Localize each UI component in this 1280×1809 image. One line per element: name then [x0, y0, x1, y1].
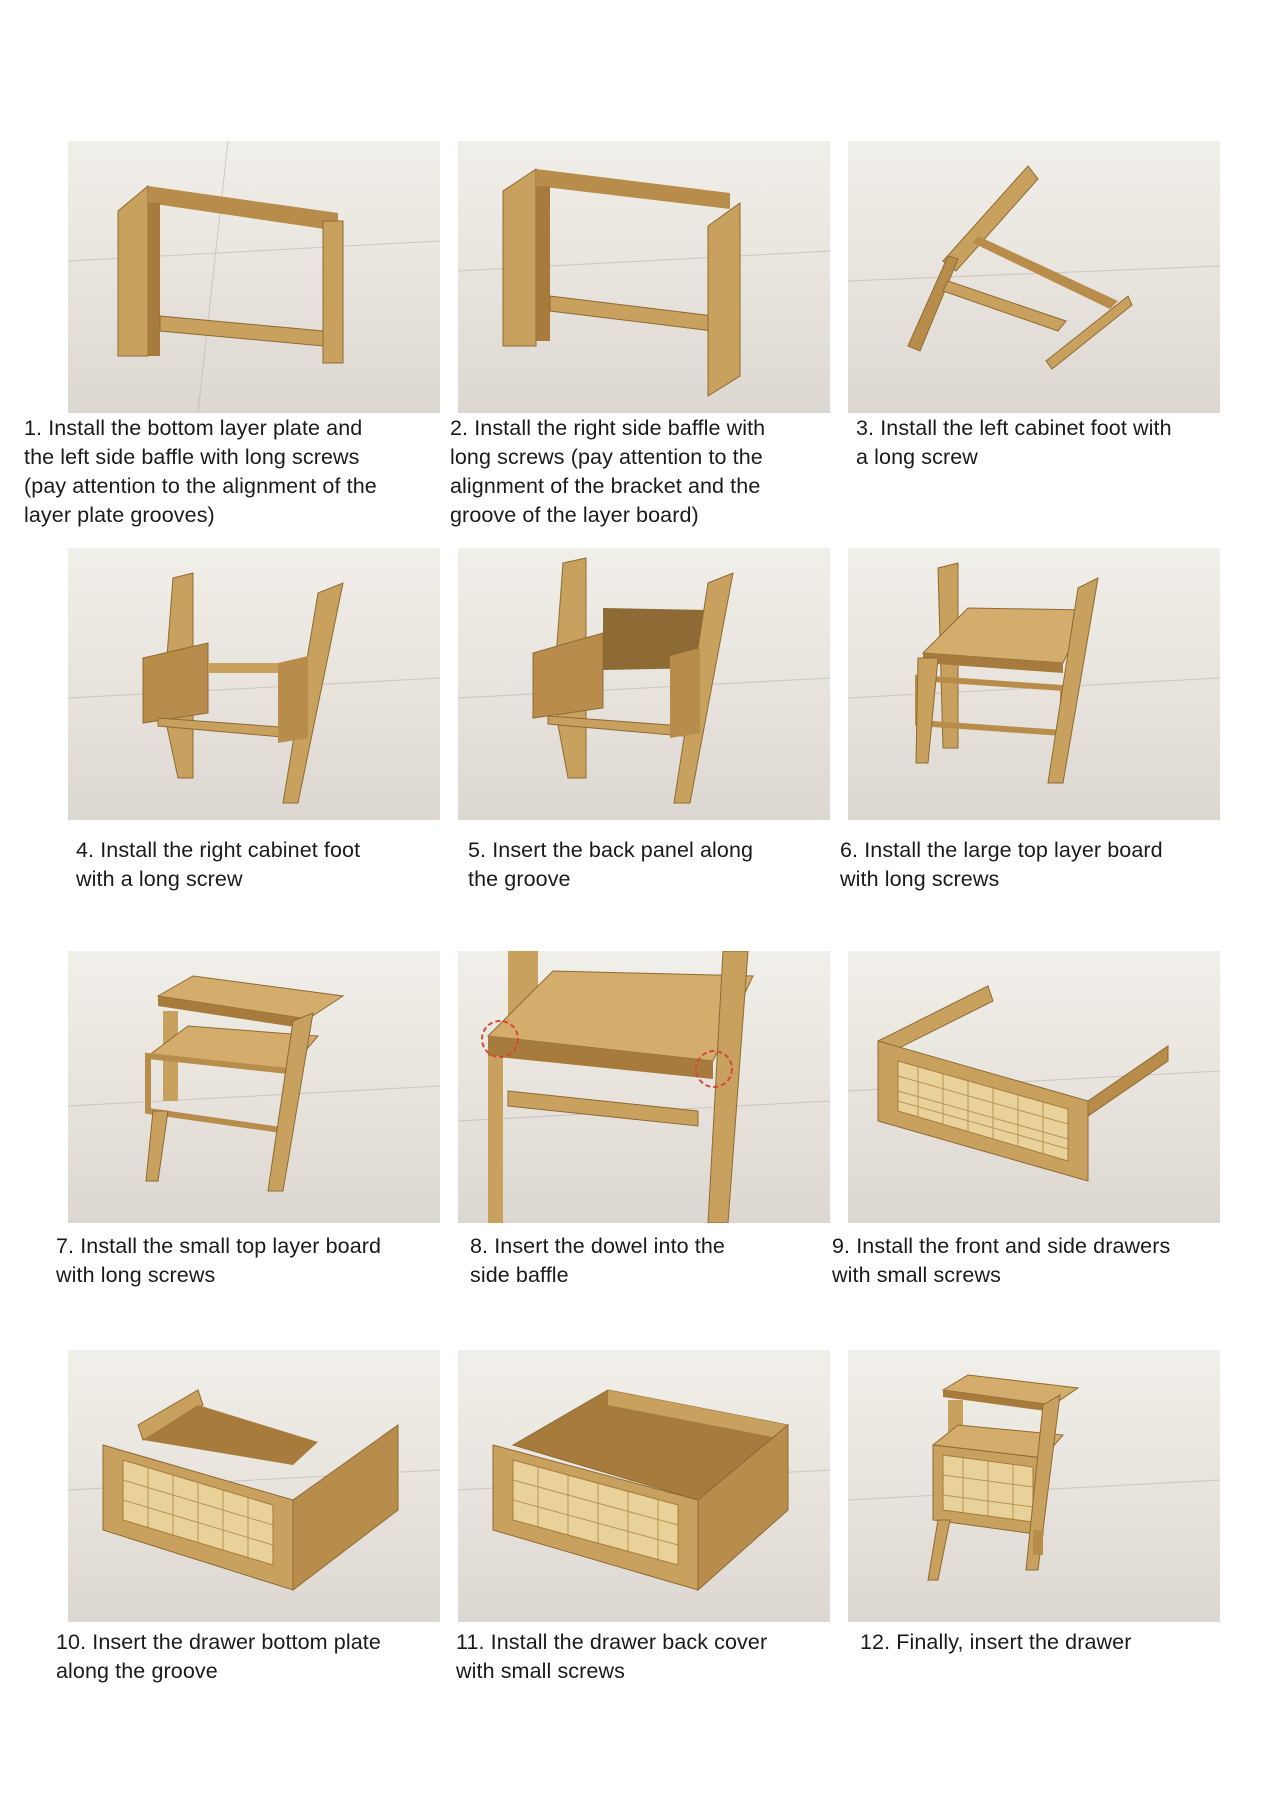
step-3-caption: 3. Install the left cabinet foot with a long screw: [856, 416, 1172, 469]
step-3-photo: [848, 141, 1220, 413]
finished-nightstand-image: [848, 1350, 1220, 1622]
step-12-photo: [848, 1350, 1220, 1622]
assembly-frame-image: [68, 548, 440, 820]
assembly-frame-image: [68, 951, 440, 1223]
step-2-photo: [458, 141, 830, 413]
assembly-drawer-image: [458, 1350, 830, 1622]
step-1-photo: [68, 141, 440, 413]
assembly-frame-image: [848, 951, 1220, 1223]
assembly-drawer-image: [68, 1350, 440, 1622]
step-8-caption: 8. Insert the dowel into the side baffle: [470, 1234, 725, 1287]
assembly-frame-image: [68, 141, 440, 413]
step-11-photo: [458, 1350, 830, 1622]
step-5-photo: [458, 548, 830, 820]
step-12-caption: 12. Finally, insert the drawer: [860, 1630, 1132, 1654]
step-4-photo: [68, 548, 440, 820]
step-6-photo: [848, 548, 1220, 820]
assembly-frame-image: [848, 548, 1220, 820]
assembly-frame-image: [458, 141, 830, 413]
step-11-caption: 11. Install the drawer back cover with small screws: [456, 1630, 768, 1683]
step-7-caption: 7. Install the small top layer board with long screws: [56, 1234, 382, 1287]
step-4-caption: 4. Install the right cabinet foot with a long screw: [76, 838, 361, 891]
step-7-photo: [68, 951, 440, 1223]
assembly-frame-image: [458, 951, 830, 1223]
step-5-caption: 5. Insert the back panel along the groove: [468, 838, 754, 891]
step-10-photo: [68, 1350, 440, 1622]
step-9-caption: 9. Install the front and side drawers with small screws: [832, 1234, 1171, 1287]
step-8-photo: [458, 951, 830, 1223]
step-2-caption: 2. Install the right side baffle with long screws (pay attention to the alignment of the bracket and the groove of the layer board): [450, 416, 766, 527]
assembly-frame-image: [458, 548, 830, 820]
step-6-caption: 6. Install the large top layer board with long screws: [840, 838, 1163, 891]
step-1-caption: 1. Install the bottom layer plate and the left side baffle with long screws (pay attention to the alignment of the layer plate grooves): [24, 416, 377, 527]
step-10-caption: 10. Insert the drawer bottom plate along the groove: [56, 1630, 381, 1683]
step-9-photo: [848, 951, 1220, 1223]
assembly-frame-image: [848, 141, 1220, 413]
